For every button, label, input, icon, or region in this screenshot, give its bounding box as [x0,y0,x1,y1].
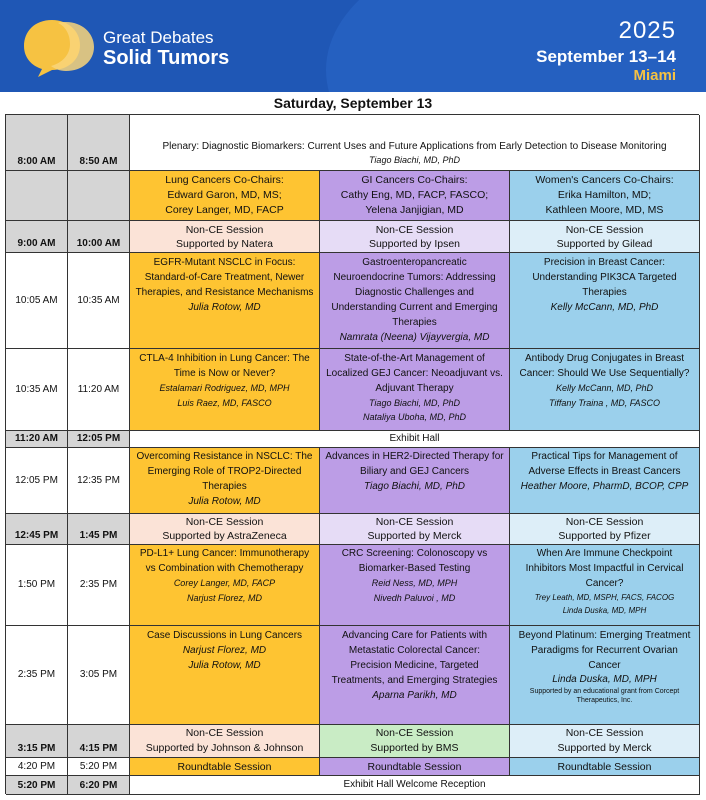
session-line: Supported by Natera [176,238,273,250]
time-start: 2:35 PM [6,626,68,725]
time-start: 12:45 PM [6,514,68,545]
session-title-line: Advancing Care for Patients with [341,630,488,641]
session-line: Non-CE Session [185,516,264,528]
time-end: 2:35 PM [68,545,130,626]
session-title-line: Practical Tips for Management of [531,451,678,462]
session-title-line: Therapies [392,317,437,328]
womens-session [510,448,700,514]
speaker-name: Tiffany Traina , MD, FASCO [548,398,661,408]
speech-bubble-logo-icon [22,16,96,78]
lung-session [130,349,320,431]
chair-line: Edward Garon, MD, MS; [167,189,282,201]
womens-session [510,626,700,725]
chair-line: Kathleen Moore, MD, MS [545,204,664,216]
lung-session [130,253,320,349]
chair-line: Cathy Eng, MD, FACP, FASCO; [340,189,489,201]
session-line: Supported by Ipsen [368,238,461,250]
session-title-line: CRC Screening: Colonoscopy vs [341,548,488,559]
chair-line: GI Cancers Co-Chairs: [361,174,468,186]
session-title-line: Overcoming Resistance in NSCLC: The [136,451,313,462]
session-line: Non-CE Session [375,727,454,739]
session-title-line: Understanding PIK3CA Targeted [532,272,677,283]
session-title-line: Precision Medicine, Targeted [350,660,479,671]
session-title-line: Adverse Effects in Breast Cancers [528,466,681,477]
time-end: 12:05 PM [68,431,130,448]
speaker-name: Narjust Florez, MD [182,645,267,656]
lung-session [130,626,320,725]
time-end: 3:05 PM [68,626,130,725]
event-year: 2025 [618,17,676,44]
session-title-line: Adjuvant Therapy [375,383,454,394]
speaker-name: Linda Duska, MD, MPH [562,606,647,615]
day-title: Saturday, September 13 [273,95,433,111]
speaker-name: Tiago Biachi, MD, PhD [369,398,460,408]
speaker-name: Trey Leath, MD, MSPH, FACS, FACOG [534,593,675,602]
session-line: Non-CE Session [375,224,454,236]
time-end: 6:20 PM [68,776,130,795]
gi-chairs [320,171,510,221]
speaker-name: Tiago Biachi, MD, PhD [363,481,466,492]
session-title-line: Understanding Current and Emerging [331,302,498,313]
session-title-line: Advances in HER2-Directed Therapy for [325,451,504,462]
gi-session [320,448,510,514]
time-start: 4:20 PM [6,758,68,776]
session-title-line: Paradigms for Recurrent Ovarian [531,645,678,656]
session-line: Non-CE Session [565,224,644,236]
chair-line: Erika Hamilton, MD; [557,189,652,201]
session-line: Supported by Pfizer [558,530,651,542]
speaker-name: Kelly McCann, MD, PhD [555,383,654,393]
session-line: Non-CE Session [565,727,644,739]
session-title-line: Cancer [588,660,621,671]
event-city: Miami [633,67,676,84]
session-line: Non-CE Session [185,224,264,236]
plenary-speaker: Tiago Biachi, MD, PhD [369,155,460,165]
session-line: Supported by BMS [370,742,459,754]
event-date-block [536,19,676,83]
gi-session [320,349,510,431]
speaker-name: Narjust Florez, MD [186,593,262,603]
gi-non-ce-session [320,514,510,545]
gi-session [320,253,510,349]
speaker-name: Heather Moore, PharmD, BCOP, CPP [520,481,689,492]
session-title-line: Therapies, and Resistance Mechanisms [135,287,314,298]
time-start: 1:50 PM [6,545,68,626]
gi-non-ce-session [320,221,510,253]
session-line: Supported by Merck [557,742,652,754]
session-title-line: Standard-of-Care Treatment, Newer [144,272,305,283]
exhibit-hall: Exhibit Hall [130,431,700,448]
session-title-line: Cancer: Should We Use Sequentially? [519,368,690,379]
speaker-name: Estalamari Rodriguez, MD, MPH [159,383,290,393]
session-title-line: Beyond Platinum: Emerging Treatment [518,630,691,641]
speaker-name: Julia Rotow, MD [188,496,261,507]
lung-non-ce-session [130,514,320,545]
session-title-line: Metastatic Colorectal Cancer: [348,645,481,656]
time-end [68,171,130,221]
time-start: 8:00 AM [6,115,68,171]
speaker-name: Nataliya Uboha, MD, PhD [362,412,467,422]
session-line: Supported by Merck [367,530,462,542]
session-title-line: Diagnostic Challenges and [355,287,474,298]
session-title-line: Therapies [202,481,247,492]
session-title-line: Case Discussions in Lung Cancers [146,630,303,641]
session-line: Non-CE Session [565,516,644,528]
time-end: 1:45 PM [68,514,130,545]
time-start: 5:20 PM [6,776,68,795]
time-end: 11:20 AM [68,349,130,431]
speaker-name: Julia Rotow, MD [188,302,261,313]
brand-line2: Solid Tumors [103,47,230,69]
session-line: Non-CE Session [185,727,264,739]
chair-line: Corey Langer, MD, FACP [165,204,284,216]
lung-chairs [130,171,320,221]
speaker-name: Reid Ness, MD, MPH [371,578,458,588]
time-end: 5:20 PM [68,758,130,776]
chair-line: Lung Cancers Co-Chairs: [165,174,284,186]
time-start: 10:35 AM [6,349,68,431]
womens-session [510,253,700,349]
session-title-line: EGFR-Mutant NSCLC in Focus: [153,257,296,268]
time-end: 10:00 AM [68,221,130,253]
session-title-line: Biliary and GEJ Cancers [360,466,469,477]
lung-non-ce-session [130,221,320,253]
session-title-line: State-of-the-Art Management of [344,353,485,364]
session-title-line: When Are Immune Checkpoint [536,548,673,559]
session-title-line: Cancer? [585,578,624,589]
womens-non-ce-session [510,725,700,758]
session-title-line: Neuroendocrine Tumors: Addressing [333,272,496,283]
speaker-name: Luis Raez, MD, FASCO [177,398,272,408]
gi-session [320,545,510,626]
session-line: Supported by Johnson & Johnson [145,742,304,754]
womens-session [510,349,700,431]
session-line: Non-CE Session [375,516,454,528]
session-title-line: Antibody Drug Conjugates in Breast [525,353,684,364]
chair-line: Women's Cancers Co-Chairs: [535,174,674,186]
lung-session [130,545,320,626]
time-end: 8:50 AM [68,115,130,171]
gi-session [320,626,510,725]
speaker-name: Aparna Parikh, MD [372,690,457,701]
session-title-line: Therapies [582,287,627,298]
lung-non-ce-session [130,725,320,758]
session-title-line: Treatments, and Emerging Strategies [331,675,498,686]
speaker-name: Linda Duska, MD, MPH [552,674,657,685]
session-title-line: Emerging Role of TROP2-Directed [147,466,302,477]
chair-line: Yelena Janjigian, MD [365,204,464,216]
womens-session [510,545,700,626]
lung-roundtable: Roundtable Session [130,758,320,776]
speaker-name: Namrata (Neena) Vijayvergia, MD [339,332,490,343]
time-start: 12:05 PM [6,448,68,514]
plenary-session [130,115,700,171]
session-title-line: Localized GEJ Cancer: Neoadjuvant vs. [326,368,503,379]
session-line: Supported by AstraZeneca [162,530,287,542]
speaker-name: Julia Rotow, MD [188,660,261,671]
lung-session [130,448,320,514]
event-dates: September 13–14 [536,47,676,66]
brand-line1: Great Debates [103,28,214,47]
session-title-line: CTLA-4 Inhibition in Lung Cancer: The [139,353,310,364]
header-banner [0,0,706,92]
session-title-line: Biomarker-Based Testing [358,563,471,574]
womens-chairs [510,171,700,221]
plenary-title: Plenary: Diagnostic Biomarkers: Current Uses and Future Applications from Early Detection to Disease Monitoring [162,141,667,152]
time-start: 11:20 AM [6,431,68,448]
time-start: 9:00 AM [6,221,68,253]
session-title-line: Gastroenteropancreatic [362,257,467,268]
time-end: 4:15 PM [68,725,130,758]
time-end: 10:35 AM [68,253,130,349]
session-title-line: vs Combination with Chemotherapy [145,563,304,574]
time-start: 3:15 PM [6,725,68,758]
grant-note: Supported by an educational grant from Corcept [529,688,680,695]
gi-non-ce-session [320,725,510,758]
womens-roundtable: Roundtable Session [510,758,700,776]
gi-roundtable: Roundtable Session [320,758,510,776]
schedule-table [5,114,699,794]
time-start: 10:05 AM [6,253,68,349]
time-end: 12:35 PM [68,448,130,514]
time-start [6,171,68,221]
brand-name [103,29,229,68]
womens-non-ce-session [510,514,700,545]
session-title-line: Precision in Breast Cancer: [543,257,666,268]
session-title-line: PD-L1+ Lung Cancer: Immunotherapy [139,548,310,559]
welcome-reception: Exhibit Hall Welcome Reception [130,776,700,795]
session-title-line: Inhibitors Most Impactful in Cervical [525,563,684,574]
speaker-name: Nivedh Paluvoi , MD [373,593,456,603]
session-line: Supported by Gilead [556,238,653,250]
grant-note: Therapeutics, Inc. [576,697,633,704]
womens-non-ce-session [510,221,700,253]
speaker-name: Corey Langer, MD, FACP [173,578,276,588]
session-title-line: Time is Now or Never? [173,368,276,379]
speaker-name: Kelly McCann, MD, PhD [550,302,659,313]
